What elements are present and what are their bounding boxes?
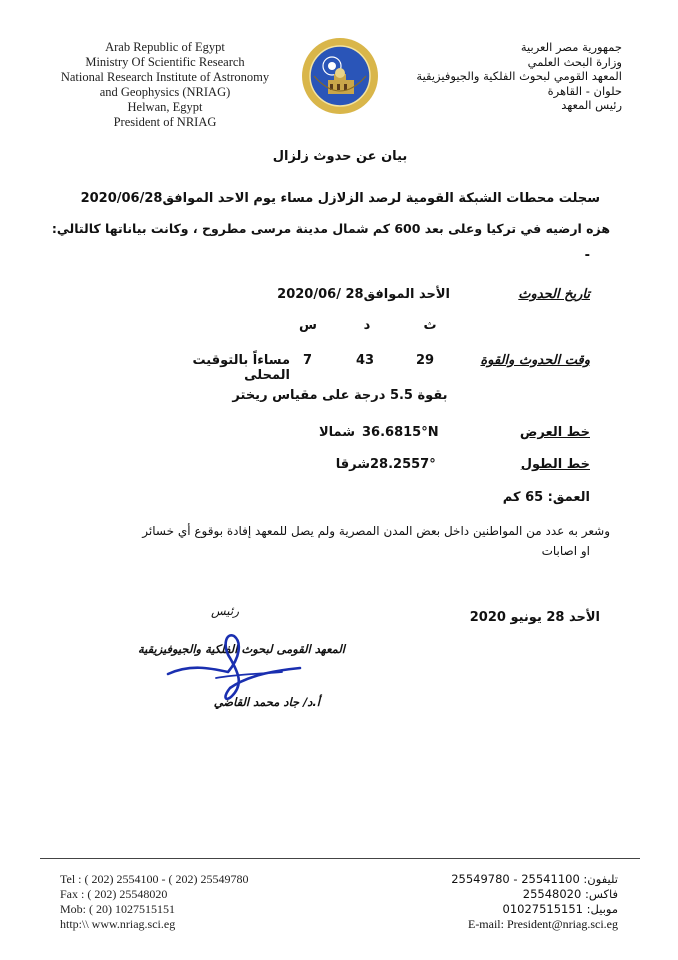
nriag-seal-icon <box>300 36 380 116</box>
longitude-direction: شرقا <box>335 457 370 472</box>
sign-date: الأحد 28 يونيو 2020 <box>469 610 600 625</box>
footer-email-link[interactable]: E-mail: President@nriag.sci.eg <box>467 917 618 931</box>
header-ar-line: المعهد القومي لبحوث الفلكية والجيوفيزيقية <box>416 69 622 83</box>
latitude-label: خط العرض <box>519 425 590 440</box>
felt-report-line-1: وشعر به عدد من المواطنين داخل بعض المدن المصرية ولم يصل للمعهد إفادة بوقوع أي خسائر <box>142 524 610 538</box>
time-label: وقت الحدوث والقوة <box>480 353 590 368</box>
header-en-line: Arab Republic of Egypt <box>105 40 225 54</box>
footer-ar-line: فاكس: 25548020 <box>522 887 618 901</box>
sign-institute: المعهد القومى لبحوث الفلكية والجيوفيزيقية <box>138 642 345 656</box>
footer-en-line: Mob: ( 20) 1027515151 <box>60 902 175 916</box>
time-suffix: مساءاً بالتوقيت المحلى <box>192 353 290 383</box>
date-label: تاريخ الحدوث <box>518 287 590 302</box>
statement-title: بيان عن حدوث زلزال <box>272 149 408 164</box>
time-sec: 29 <box>415 353 435 368</box>
header-en-line: President of NRIAG <box>113 115 217 129</box>
time-header-hour: س <box>299 318 317 333</box>
header-ar-line: جمهورية مصر العربية <box>520 40 622 54</box>
longitude-label: خط الطول <box>520 457 590 472</box>
time-min: 43 <box>355 353 375 368</box>
footer-ar-line: موبيل: 01027515151 <box>502 902 618 916</box>
header-ar-line: حلوان - القاهرة <box>547 83 622 98</box>
date-value: الأحد الموافق28 /2020/06 <box>277 287 450 302</box>
footer-website-link[interactable]: http:\\ www.nriag.sci.eg <box>60 917 176 931</box>
header-en-line: and Geophysics (NRIAG) <box>99 85 231 99</box>
latitude-direction: شمالا <box>318 425 355 440</box>
footer-en-line: Fax : ( 202) 25548020 <box>60 887 168 901</box>
sign-role: رئيس <box>210 604 240 618</box>
intro-line-2: هزه ارضيه في تركيا وعلى بعد 600 كم شمال مدينة مرسى مطروح ، وكانت بياناتها كالتالي: <box>51 221 610 236</box>
intro-line-1: سجلت محطات الشبكة القومية لرصد الزلازل مساء يوم الاحد الموافق2020/06/28 <box>80 191 600 206</box>
header-en-line: Ministry Of Scientific Research <box>85 55 245 69</box>
header-ar-line: رئيس المعهد <box>561 98 622 112</box>
header-english <box>60 40 270 130</box>
latitude-value: 36.6815°N <box>362 425 439 440</box>
depth: العمق: 65 كم <box>502 490 590 505</box>
sign-name: أ.د/ جاد محمد القاضي <box>213 695 320 709</box>
footer-ar-line: تليفون: 25541100 - 25549780 <box>451 872 618 886</box>
header-ar-line: وزارة البحث العلمي <box>527 54 622 69</box>
footer-divider <box>40 858 640 859</box>
footer-english <box>60 872 340 932</box>
longitude-value: 28.2557° <box>370 457 436 472</box>
time-hour: 7 <box>302 353 313 368</box>
felt-report-line-2: او اصابات <box>541 544 590 558</box>
time-header-sec: ث <box>423 318 437 333</box>
footer-en-line: Tel : ( 202) 2554100 - ( 202) 25549780 <box>60 872 249 886</box>
magnitude: بقوة 5.5 درجة على مقياس ريختر <box>232 388 448 403</box>
header-en-line: Helwan, Egypt <box>127 100 203 114</box>
intro-dash: - <box>584 248 590 263</box>
footer-arabic <box>400 872 618 932</box>
time-header-min: د <box>363 318 371 333</box>
header-en-line: National Research Institute of Astronomy <box>60 70 270 84</box>
header-arabic <box>412 40 622 113</box>
nriag-logo <box>300 36 380 116</box>
